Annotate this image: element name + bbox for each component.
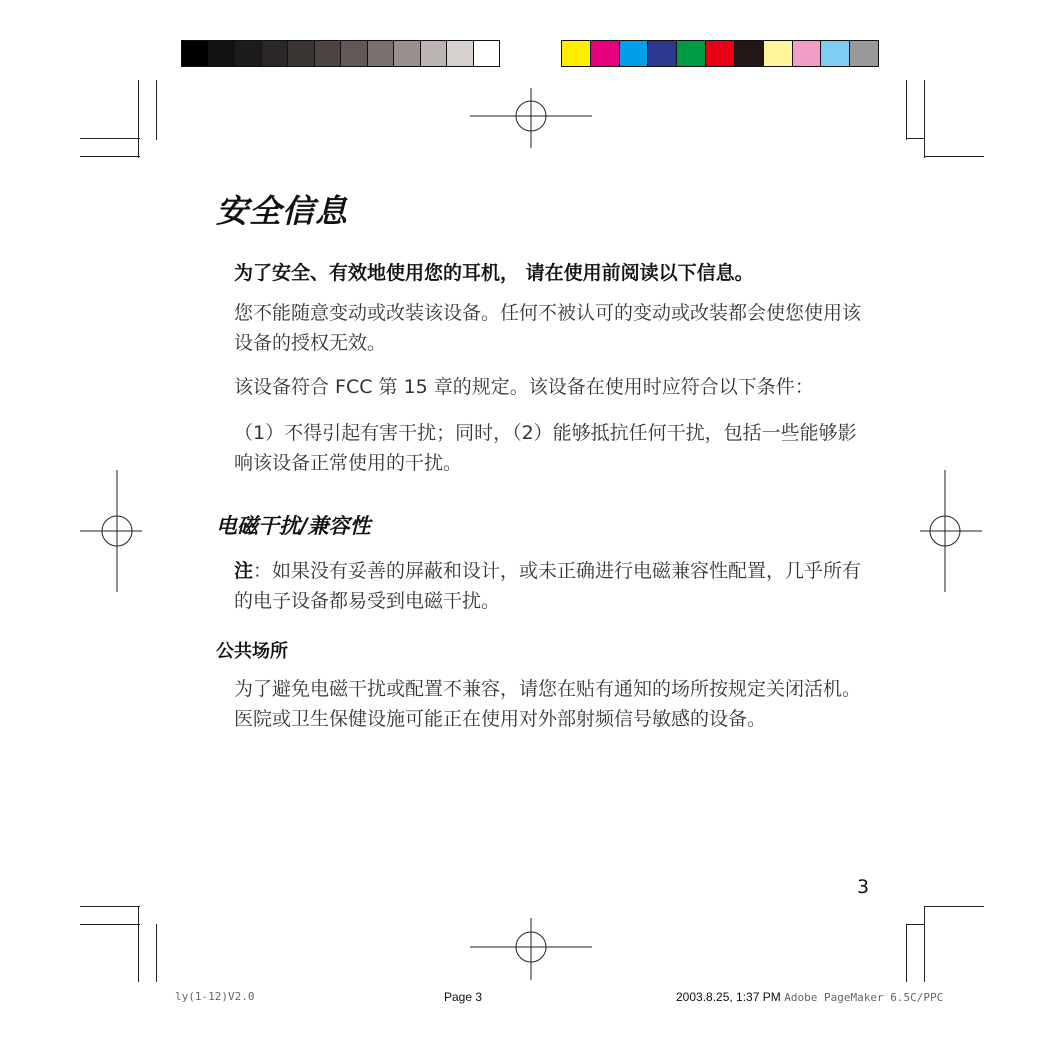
color-swatch [735,41,764,66]
section-title-emc: 电磁干扰/兼容性 [216,514,371,538]
color-bar [561,40,879,67]
registration-mark-right [920,470,982,592]
section-title-public: 公共场所 [216,641,288,662]
crop-mark [906,924,907,982]
grayscale-swatch [421,41,448,66]
grayscale-swatch [209,41,236,66]
crop-mark [156,80,157,140]
crop-mark [80,906,140,907]
paragraph-modification: 您不能随意变动或改装该设备。任何不被认可的变动或改装都会使您使用该设备的授权无效。 [234,302,862,354]
color-swatch [706,41,735,66]
color-swatch [591,41,620,66]
crop-mark [906,138,924,139]
paragraph-fcc: 该设备符合 FCC 第 15 章的规定。该设备在使用时应符合以下条件： [234,376,814,398]
crop-mark [924,906,925,982]
grayscale-swatch [447,41,474,66]
grayscale-bar [181,40,500,67]
registration-mark-bottom [470,918,592,980]
color-swatch [677,41,706,66]
grayscale-swatch [474,41,500,66]
grayscale-swatch [288,41,315,66]
footer-app: Adobe PageMaker 6.5C/PPC [784,991,944,1004]
grayscale-swatch [341,41,368,66]
crop-mark [924,80,925,158]
crop-mark [924,906,984,907]
footer-filename: ly(1-12)V2.0 [175,990,255,1003]
note-label: 注 [234,560,254,582]
crop-mark [138,80,139,158]
color-swatch [821,41,850,66]
color-swatch [793,41,822,66]
page-number: 3 [857,876,870,898]
crop-mark [906,924,924,925]
footer-timestamp [676,990,943,1004]
crop-mark [80,156,140,157]
registration-mark-left [80,470,142,592]
paragraph-note [234,556,874,616]
footer-page: Page 3 [444,990,483,1004]
grayscale-swatch [315,41,342,66]
grayscale-swatch [262,41,289,66]
color-swatch [850,41,878,66]
grayscale-swatch [182,41,209,66]
note-text: ：如果没有妥善的屏蔽和设计，或未正确进行电磁兼容性配置，几乎所有的电子设备都易受到电磁干扰。 [234,560,862,612]
color-swatch [620,41,649,66]
crop-mark [80,924,140,925]
color-swatch [562,41,591,66]
paragraph-conditions: （1）不得引起有害干扰；同时，（2）能够抵抗任何干扰，包括一些能够影响该设备正常使用的干扰。 [234,422,857,474]
color-swatch [764,41,793,66]
crop-mark [138,906,139,982]
paragraph-public: 为了避免电磁干扰或配置不兼容，请您在贴有通知的场所按规定关闭活机。医院或卫生保健设施可能正在使用对外部射频信号敏感的设备。 [234,678,862,730]
grayscale-swatch [394,41,421,66]
lead-sentence: 为了安全、有效地使用您的耳机， 请在使用前阅读以下信息。 [234,262,754,284]
crop-mark [156,924,157,982]
crop-mark [924,156,984,157]
grayscale-swatch [368,41,395,66]
page-title: 安全信息 [216,192,349,230]
crop-mark [906,80,907,140]
crop-mark [80,138,140,139]
registration-mark-top [470,88,592,148]
footer-date: 2003.8.25, 1:37 PM [676,990,781,1004]
grayscale-swatch [235,41,262,66]
color-swatch [648,41,677,66]
